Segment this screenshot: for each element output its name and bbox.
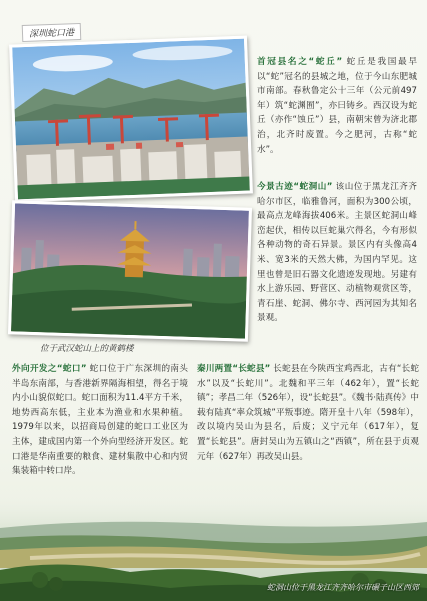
photo2-caption: 位于武汉蛇山上的黄鹤楼 <box>40 344 134 354</box>
bottom-photo-caption: 蛇洞山位于黑龙江齐齐哈尔市碾子山区西郊 <box>267 583 419 592</box>
section-qinchuan <box>197 362 419 464</box>
section-qinchuan-heading: 秦川两置“长蛇县” <box>197 364 271 374</box>
yellow-crane-tower-photo <box>8 200 252 341</box>
shekou-port-photo <box>9 35 253 202</box>
section-waixiang <box>12 362 188 479</box>
shekou-port-image <box>12 39 250 200</box>
section-gujing-body: 该山位于黑龙江齐齐哈尔市区，临雅鲁河，面积为300公顷，最高点龙峰海拔406米。主景区蛇洞山峰峦起伏，相传以巨蛇巢穴得名，今有形似各种动物的奇石异景。景区内有头像高4米、宽3米的天然大佛，为国内罕见。这里也曾是旧石器文化遗迹发现地。另建有水上游乐园、野营区、动植物观赏区等，青石崖、蛇洞、佛尔寺、西河园为其知名景观。 <box>257 182 417 324</box>
section-waixiang-heading: 外向开发之“蛇口” <box>12 364 87 374</box>
section-gujing <box>257 180 417 326</box>
section-qinchuan-body: 长蛇县在今陕西宝鸡西北，古有“长蛇水”以及“长蛇川”。北魏和平三年（462年），置“长蛇镇”；孝昌二年（526年），设“长蛇县”。《魏书·陆真传》中载有陆真“率众筑城”平叛事迹。隋开皇十八年（598年），改以境内吴山为县名，后废；义宁元年（617年），复置“长蛇县”。唐封吴山为五镇山之“西镇”，所在县于贞观元年（627年）再改吴山县。 <box>197 364 419 462</box>
section-mingcheng-heading: 首冠县名之“蛇丘” <box>257 57 343 67</box>
section-mingcheng <box>257 55 417 157</box>
section-gujing-heading: 今景古迹“蛇洞山” <box>257 182 333 192</box>
photo1-caption: 深圳蛇口港 <box>22 23 82 42</box>
section-waixiang-body: 蛇口位于广东深圳的南头半岛东南部，与香港新界隔海相望，得名于境内小山貌似蛇口。蛇口面积为11.4平方千米，地势西高东低，主业本为渔业和水果种植。1979年以来，以招商局创建的蛇口工业区为主体，建成国内第一个外向型经济开发区。蛇口港是华南重要的粮食、建材集散中心和内贸集装箱中转口岸。 <box>12 364 188 477</box>
yellow-crane-tower-image <box>11 203 249 338</box>
section-mingcheng-body: 蛇丘是我国最早以“蛇”冠名的县城之地，位于今山东肥城市南部。春秋鲁定公十三年（公元前497年）筑“蛇渊囿”，亦曰铸乡。西汉设为蛇丘（亦作“蚀丘”）县，南朝宋曾为济北郡治，北齐时废置。今之肥河，古称“蛇水”。 <box>257 57 418 155</box>
